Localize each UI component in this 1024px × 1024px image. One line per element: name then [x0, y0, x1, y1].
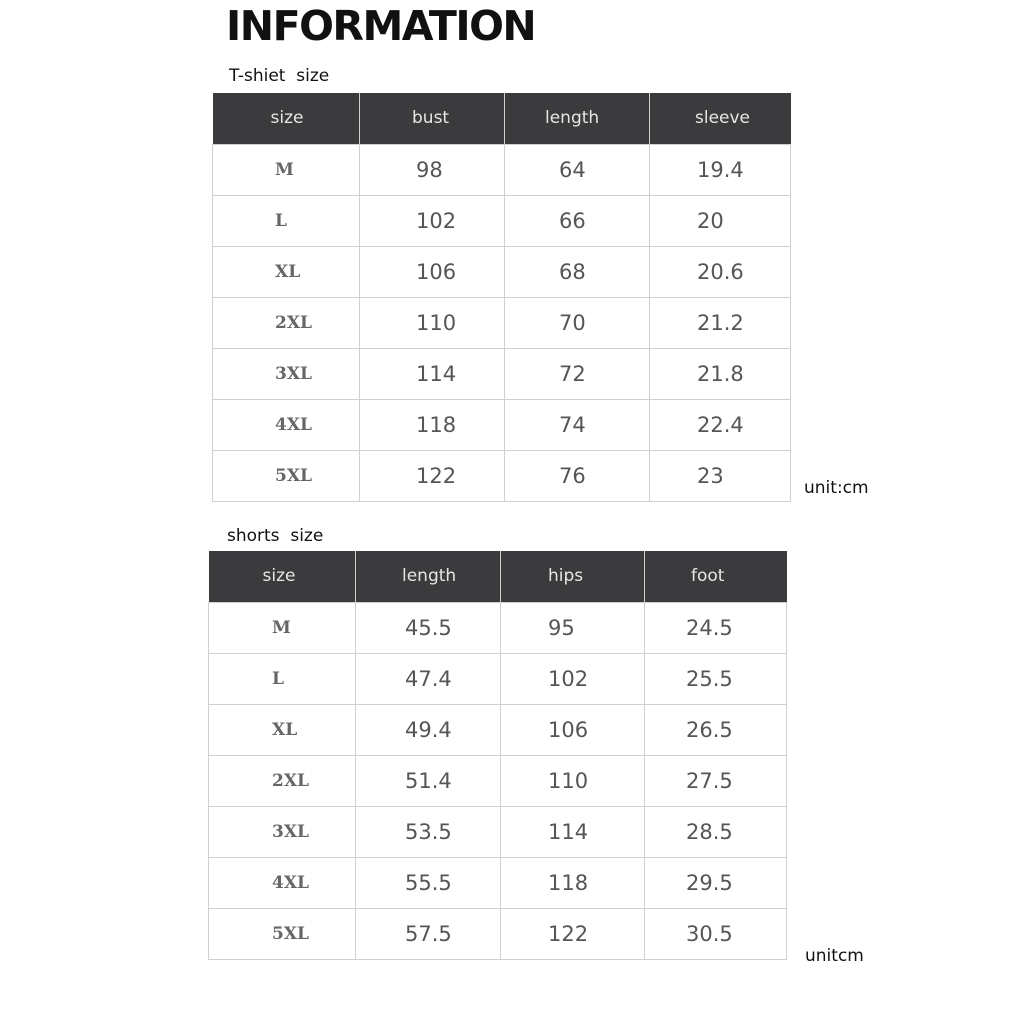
- length-cell: 70: [505, 297, 650, 348]
- table-row: [209, 653, 787, 704]
- bust-cell: 110: [360, 297, 505, 348]
- table-row: [209, 908, 787, 959]
- size-cell: M: [213, 144, 360, 195]
- header-size: size: [209, 551, 356, 602]
- sleeve-cell: 21.2: [650, 297, 791, 348]
- hips-cell: 118: [501, 857, 645, 908]
- size-cell: 2XL: [213, 297, 360, 348]
- length-cell: 47.4: [356, 653, 501, 704]
- bust-cell: 102: [360, 195, 505, 246]
- shorts-size-label: shorts size: [227, 526, 324, 546]
- hips-cell: 106: [501, 704, 645, 755]
- length-cell: 49.4: [356, 704, 501, 755]
- header-foot: foot: [645, 551, 787, 602]
- size-cell: 4XL: [209, 857, 356, 908]
- table-header-row: [213, 93, 791, 144]
- table-row: [209, 704, 787, 755]
- table-row: [213, 348, 791, 399]
- length-cell: 68: [505, 246, 650, 297]
- length-cell: 57.5: [356, 908, 501, 959]
- size-cell: 3XL: [213, 348, 360, 399]
- length-cell: 55.5: [356, 857, 501, 908]
- table-row: [213, 195, 791, 246]
- length-cell: 66: [505, 195, 650, 246]
- hips-cell: 114: [501, 806, 645, 857]
- table-row: [213, 246, 791, 297]
- sleeve-cell: 19.4: [650, 144, 791, 195]
- size-cell: L: [209, 653, 356, 704]
- table-row: [213, 297, 791, 348]
- size-cell: M: [209, 602, 356, 653]
- header-hips: hips: [501, 551, 645, 602]
- bust-cell: 106: [360, 246, 505, 297]
- length-cell: 53.5: [356, 806, 501, 857]
- foot-cell: 26.5: [645, 704, 787, 755]
- length-cell: 72: [505, 348, 650, 399]
- table-row: [209, 755, 787, 806]
- sleeve-cell: 22.4: [650, 399, 791, 450]
- hips-cell: 95: [501, 602, 645, 653]
- foot-cell: 27.5: [645, 755, 787, 806]
- page-title: INFORMATION: [226, 2, 536, 50]
- length-cell: 45.5: [356, 602, 501, 653]
- size-cell: 2XL: [209, 755, 356, 806]
- table-row: [213, 399, 791, 450]
- table-row: [213, 450, 791, 501]
- header-size: size: [213, 93, 360, 144]
- hips-cell: 122: [501, 908, 645, 959]
- bust-cell: 122: [360, 450, 505, 501]
- table-row: [209, 602, 787, 653]
- length-cell: 76: [505, 450, 650, 501]
- size-cell: 3XL: [209, 806, 356, 857]
- shorts-unit-label: unitcm: [805, 946, 864, 966]
- header-length: length: [505, 93, 650, 144]
- sleeve-cell: 21.8: [650, 348, 791, 399]
- size-cell: 4XL: [213, 399, 360, 450]
- size-cell: XL: [209, 704, 356, 755]
- length-cell: 51.4: [356, 755, 501, 806]
- foot-cell: 24.5: [645, 602, 787, 653]
- bust-cell: 118: [360, 399, 505, 450]
- table-row: [209, 806, 787, 857]
- foot-cell: 25.5: [645, 653, 787, 704]
- shorts-size-table: [208, 551, 787, 960]
- hips-cell: 102: [501, 653, 645, 704]
- hips-cell: 110: [501, 755, 645, 806]
- header-length: length: [356, 551, 501, 602]
- size-cell: 5XL: [213, 450, 360, 501]
- header-sleeve: sleeve: [650, 93, 791, 144]
- sleeve-cell: 23: [650, 450, 791, 501]
- bust-cell: 98: [360, 144, 505, 195]
- foot-cell: 30.5: [645, 908, 787, 959]
- tshirt-unit-label: unit:cm: [804, 478, 869, 498]
- foot-cell: 28.5: [645, 806, 787, 857]
- header-bust: bust: [360, 93, 505, 144]
- size-cell: XL: [213, 246, 360, 297]
- sleeve-cell: 20: [650, 195, 791, 246]
- table-row: [213, 144, 791, 195]
- tshirt-size-table: [212, 93, 791, 502]
- table-header-row: [209, 551, 787, 602]
- size-cell: 5XL: [209, 908, 356, 959]
- bust-cell: 114: [360, 348, 505, 399]
- foot-cell: 29.5: [645, 857, 787, 908]
- length-cell: 64: [505, 144, 650, 195]
- length-cell: 74: [505, 399, 650, 450]
- sleeve-cell: 20.6: [650, 246, 791, 297]
- table-row: [209, 857, 787, 908]
- tshirt-size-label: T-shiet size: [229, 66, 330, 86]
- size-cell: L: [213, 195, 360, 246]
